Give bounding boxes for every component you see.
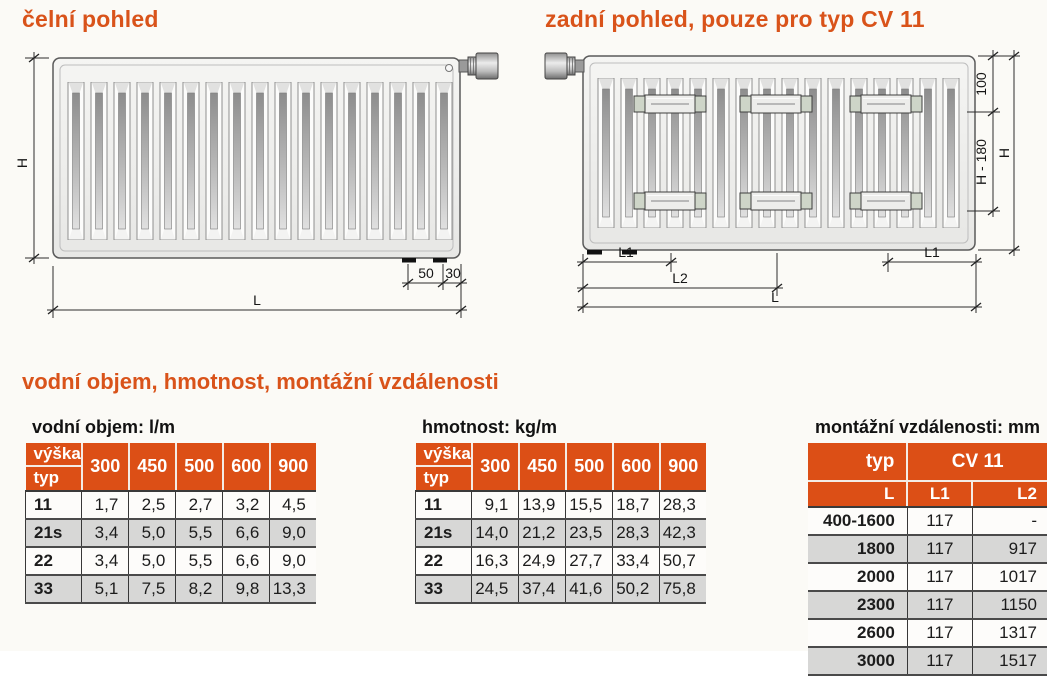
cell: 6,6 (223, 547, 270, 575)
cell: 6,6 (223, 519, 270, 547)
column-header: 600 (613, 443, 660, 491)
dim-label-l: L (771, 289, 779, 305)
valve-connection (459, 53, 498, 79)
cell: 1017 (972, 563, 1047, 591)
cell: 5,5 (176, 519, 223, 547)
cell: 117 (907, 619, 972, 647)
dim-label-l2: L2 (672, 270, 688, 286)
cell: 2,7 (176, 491, 223, 519)
dim-label-30: 30 (445, 265, 461, 281)
cell: 5,5 (176, 547, 223, 575)
column-header: 500 (176, 443, 223, 491)
cell: 1150 (972, 591, 1047, 619)
column-header: 900 (660, 443, 706, 491)
cell: 1517 (972, 647, 1047, 675)
cell: 3,4 (82, 519, 129, 547)
rear-view-title: zadní pohled, pouze pro typ CV 11 (545, 6, 925, 32)
bleed-vent (446, 65, 453, 72)
table-row (808, 647, 1047, 675)
column-header: 300 (82, 443, 129, 491)
corner-header (26, 443, 82, 491)
cell: 15,5 (566, 491, 613, 519)
column-header: 300 (472, 443, 519, 491)
corner-bottom-label: typ (33, 468, 59, 487)
bottom-connection-tab (402, 258, 416, 263)
column-header: 600 (223, 443, 270, 491)
cell: 16,3 (472, 547, 519, 575)
cell: 1800 (808, 535, 907, 563)
corner-top-label: výška (416, 443, 471, 467)
cell: 117 (907, 647, 972, 675)
front-view-title: čelní pohled (22, 6, 159, 32)
cell: 33,4 (613, 547, 660, 575)
cell: 18,7 (613, 491, 660, 519)
cell: 117 (907, 563, 972, 591)
cell: 117 (907, 507, 972, 535)
front-radiator (53, 53, 498, 263)
column-header: 500 (566, 443, 613, 491)
row-type: 22 (26, 547, 82, 575)
cell: 42,3 (660, 519, 706, 547)
column-header: L1 (907, 481, 972, 507)
typ-header: typ (808, 443, 907, 481)
header-row (808, 443, 1047, 481)
cell: 50,7 (660, 547, 706, 575)
corner-bottom-label: typ (423, 468, 449, 487)
table-row (26, 491, 316, 519)
cell: 2000 (808, 563, 907, 591)
cell: 21,2 (519, 519, 566, 547)
volume-table-caption: vodní objem: l/m (32, 417, 176, 437)
row-type: 11 (26, 491, 82, 519)
cell: 75,8 (660, 575, 706, 603)
dim-label-l1-left: L1 (618, 244, 634, 260)
cell: 917 (972, 535, 1047, 563)
cell: 9,8 (223, 575, 270, 603)
table-row (808, 535, 1047, 563)
table-row (26, 575, 316, 603)
cell: 28,3 (660, 491, 706, 519)
cell: 27,7 (566, 547, 613, 575)
row-type: 11 (416, 491, 472, 519)
cell: 1317 (972, 619, 1047, 647)
dim-label-h: H (14, 157, 30, 169)
table-row (416, 575, 706, 603)
column-header: 450 (129, 443, 176, 491)
cell: 9,0 (270, 547, 316, 575)
cell: 2,5 (129, 491, 176, 519)
rear-radiator (545, 53, 975, 255)
weight-table-block (415, 417, 706, 604)
cell: 117 (907, 535, 972, 563)
cell: 24,9 (519, 547, 566, 575)
cell: 3,2 (223, 491, 270, 519)
dim-label-100: 100 (973, 72, 989, 96)
cell: 3000 (808, 647, 907, 675)
volume-table (25, 443, 316, 604)
cell: 7,5 (129, 575, 176, 603)
table-row (808, 507, 1047, 535)
row-type: 33 (416, 575, 472, 603)
valve-connection (545, 53, 584, 79)
cell: 9,0 (270, 519, 316, 547)
bottom-connection-tab (587, 250, 602, 255)
cell: 5,0 (129, 547, 176, 575)
table-row (808, 591, 1047, 619)
dim-label-l: L (253, 292, 261, 308)
row-type: 21s (26, 519, 82, 547)
cell: 117 (907, 591, 972, 619)
cell: 23,5 (566, 519, 613, 547)
dim-label-50: 50 (418, 265, 434, 281)
header-row (808, 481, 1047, 507)
cell: 400-1600 (808, 507, 907, 535)
cell: 3,4 (82, 547, 129, 575)
cell: 4,5 (270, 491, 316, 519)
table-row (416, 519, 706, 547)
table-row (808, 563, 1047, 591)
front-view-drawing (0, 40, 523, 340)
column-header: 450 (519, 443, 566, 491)
cell: 37,4 (519, 575, 566, 603)
table-row (26, 519, 316, 547)
cell: 41,6 (566, 575, 613, 603)
table-row (26, 547, 316, 575)
header-row (416, 443, 706, 491)
rear-view-drawing (523, 40, 1047, 340)
mounting-table-block (808, 417, 1047, 676)
column-header: 900 (270, 443, 316, 491)
table-row (416, 547, 706, 575)
volume-table-block (25, 417, 316, 604)
cell: 2600 (808, 619, 907, 647)
mounting-table-caption: montážní vzdálenosti: mm (815, 417, 1041, 437)
dim-label-l1-right: L1 (924, 244, 940, 260)
column-header: L2 (972, 481, 1047, 507)
dim-label-h180: H - 180 (973, 139, 989, 185)
cell: 5,0 (129, 519, 176, 547)
cell: 13,3 (270, 575, 316, 603)
corner-top-label: výška (26, 443, 81, 467)
section-title: vodní objem, hmotnost, montážní vzdálenosti (22, 369, 499, 394)
row-type: 21s (416, 519, 472, 547)
mounting-table (808, 443, 1047, 676)
row-type: 33 (26, 575, 82, 603)
cell: 5,1 (82, 575, 129, 603)
model-header: CV 11 (907, 443, 1047, 481)
weight-table (415, 443, 706, 604)
row-type: 22 (416, 547, 472, 575)
column-header: L (808, 481, 907, 507)
cell: 24,5 (472, 575, 519, 603)
dim-label-h: H (996, 147, 1012, 159)
cell: 28,3 (613, 519, 660, 547)
cell: 9,1 (472, 491, 519, 519)
cell: 8,2 (176, 575, 223, 603)
weight-table-caption: hmotnost: kg/m (422, 417, 557, 437)
corner-header (416, 443, 472, 491)
cell: 14,0 (472, 519, 519, 547)
cell: 2300 (808, 591, 907, 619)
front-slot-pattern (65, 82, 456, 240)
table-row (808, 619, 1047, 647)
cell: 1,7 (82, 491, 129, 519)
table-row (416, 491, 706, 519)
bottom-connection-tab (433, 258, 447, 263)
cell: 50,2 (613, 575, 660, 603)
cell: - (972, 507, 1047, 535)
header-row (26, 443, 316, 491)
cell: 13,9 (519, 491, 566, 519)
